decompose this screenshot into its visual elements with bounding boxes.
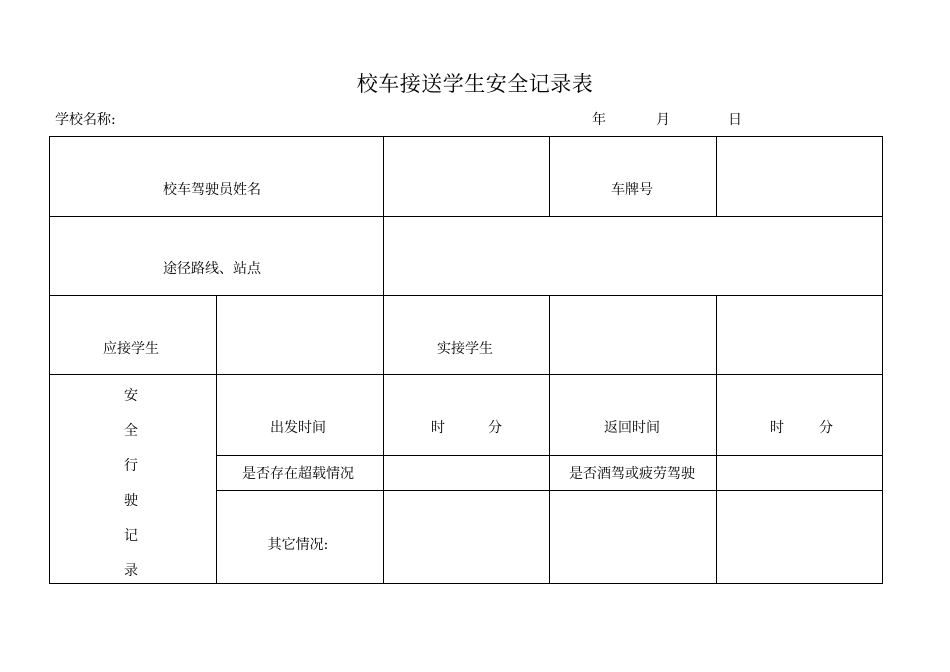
safety-record-char: 行: [124, 458, 138, 474]
year-label: 年: [592, 112, 606, 128]
row-divider: [50, 374, 883, 375]
record-table: [49, 136, 883, 584]
page-title: 校车接送学生安全记录表: [356, 72, 594, 96]
depart-minute-unit[interactable]: 分: [488, 420, 502, 436]
driver-name-label: 校车驾驶员姓名: [163, 182, 261, 198]
safety-record-char: 全: [124, 423, 138, 439]
plate-label: 车牌号: [611, 182, 653, 198]
column-divider: [216, 295, 217, 584]
column-divider: [383, 295, 384, 584]
overload-label: 是否存在超载情况: [242, 466, 354, 482]
school-name-label: 学校名称:: [55, 112, 116, 128]
return-hour-unit[interactable]: 时: [770, 420, 784, 436]
drunk-tired-label: 是否酒驾或疲劳驾驶: [569, 466, 695, 482]
column-divider: [716, 295, 717, 584]
column-divider: [549, 295, 550, 584]
return-minute-unit[interactable]: 分: [819, 420, 833, 436]
expected-students-label: 应接学生: [103, 341, 159, 357]
day-label: 日: [728, 112, 742, 128]
actual-students-label: 实接学生: [437, 341, 493, 357]
column-divider: [383, 216, 384, 295]
return-time-label: 返回时间: [604, 420, 660, 436]
safety-record-char: 驶: [124, 493, 138, 509]
other-label: 其它情况:: [267, 537, 329, 553]
depart-hour-unit[interactable]: 时: [431, 420, 445, 436]
month-label: 月: [656, 112, 670, 128]
depart-time-label: 出发时间: [270, 420, 326, 436]
column-divider: [549, 137, 550, 216]
column-divider: [716, 137, 717, 216]
safety-record-char: 录: [124, 563, 138, 579]
row-divider: [50, 295, 883, 296]
row-divider: [50, 216, 883, 217]
column-divider: [383, 137, 384, 216]
safety-record-char: 记: [124, 528, 138, 544]
safety-record-char: 安: [124, 388, 138, 404]
route-label: 途径路线、站点: [163, 261, 261, 277]
